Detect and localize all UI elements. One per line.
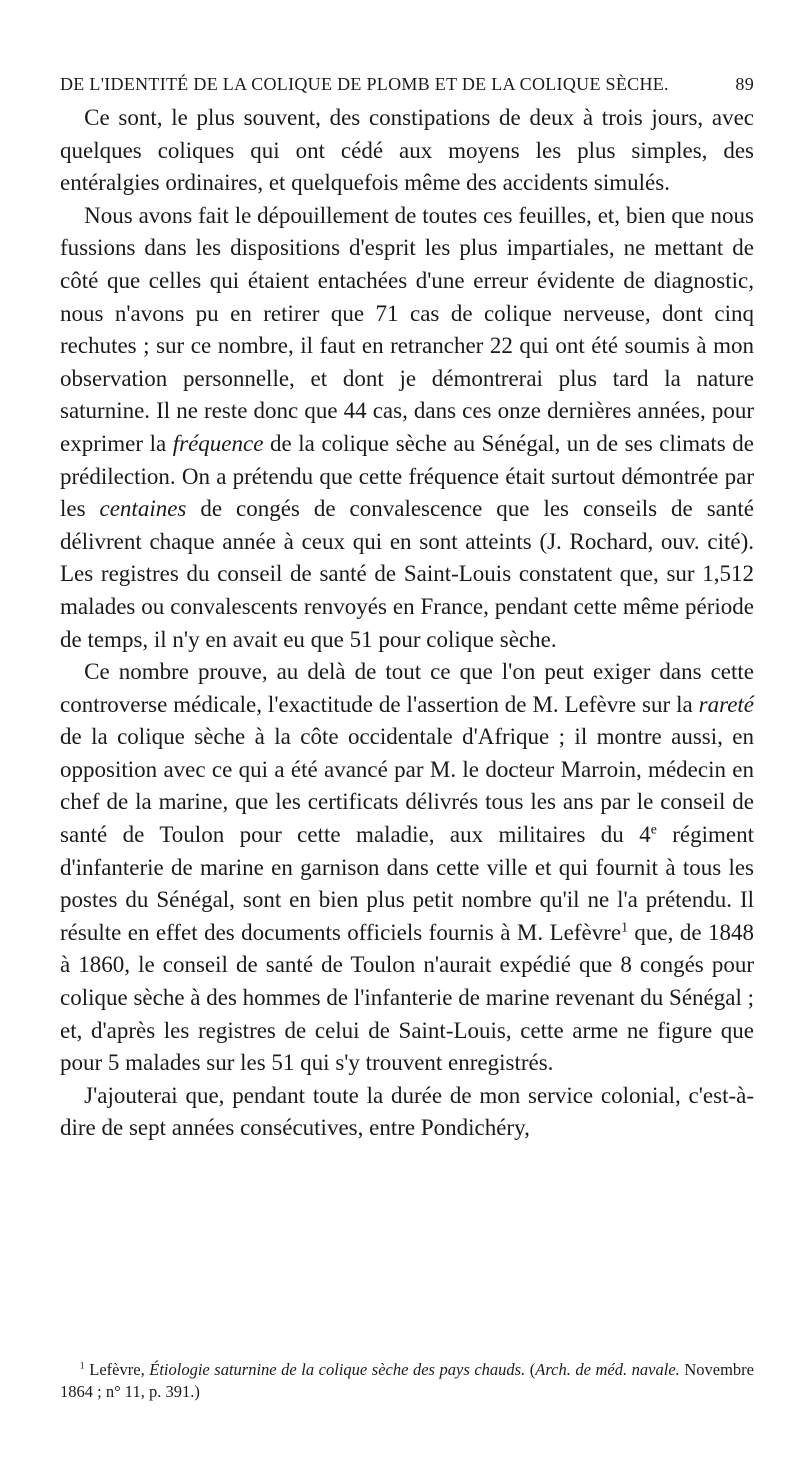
italic-text: rareté <box>698 691 754 717</box>
superscript: e <box>650 821 657 837</box>
text-run: ( <box>525 1360 536 1379</box>
running-head-title: DE L'IDENTITÉ DE LA COLIQUE DE PLOMB ET DE LA COLIQUE SÈCHE. <box>60 74 669 94</box>
page-number: 89 <box>735 74 754 94</box>
text-run: J'ajouterai que, pendant toute la durée de mon service colonial, c'est-à-dire de sept années consécutives, entre Pondichéry, <box>60 1082 754 1141</box>
footnotes <box>60 1359 754 1403</box>
text-run: Ce nombre prouve, au delà de tout ce que l'on peut exiger dans cette controverse médicale, l'exactitude de l'assertion de M. Lefèvre sur la <box>60 659 754 717</box>
paragraph <box>60 102 754 200</box>
page <box>60 72 754 1145</box>
text-run: Nous avons fait le dépouillement de toutes ces feuilles, et, bien que nous fussions dans les dispositions d'esprit les plus impartiales, ne mettant de côté que celles qui étaient entachées d'une erreur évidente de diagnostic, nous n'avons pu en retirer que 71 cas de colique nerveuse, dont cinq rechutes ; sur ce nombre, il faut en retrancher 22 qui ont été soumis à mon observation personnelle, et dont je démontrerai plus tard la nature saturnine. Il ne reste donc que 44 cas, dans ces onze dernières années, pour exprimer la <box>60 202 754 456</box>
text-run: Lefèvre, <box>84 1360 150 1379</box>
text-run: Novembre 1864 ; n° 11, p. 391.) <box>60 1360 754 1401</box>
footnote <box>60 1359 754 1403</box>
italic-text: centaines <box>99 496 187 522</box>
text-run: de la colique sèche à la côte occidentale d'Afrique ; il montre aussi, en opposition avec ce qui a été avancé par M. le docteur Marroin, médecin en chef de la marine, que les certificats délivrés tous les ans par le conseil de santé de Toulon pour cette maladie, aux militaires du 4 <box>60 724 754 848</box>
italic-text: Étiologie saturnine de la colique sèche des pays chauds. <box>149 1360 526 1379</box>
running-head <box>60 72 754 96</box>
italic-text: fréquence <box>172 430 264 456</box>
italic-text: Arch. de méd. navale. <box>535 1360 680 1379</box>
text-run: régiment d'infanterie de marine en garnison dans cette ville et qui fournit à tous les postes du Sénégal, sont en bien plus petit nombre qu'il ne l'a prétendu. Il résulte en effet des documents officiels fournis à M. Lefèvre <box>60 822 754 945</box>
text-run: de congés de convalescence que les conseils de santé délivrent chaque année à ceux qui en sont atteints (J. Rochard, ouv. cité). Les registres du conseil de santé de Saint-Louis constatent que, sur 1,512 malades ou convalescents renvoyés en France, pendant cette même période de temps, il n'y en avait eu que 51 pour colique sèche. <box>60 496 754 652</box>
superscript: 1 <box>621 919 628 935</box>
paragraph <box>60 1080 754 1145</box>
text-run: Ce sont, le plus souvent, des constipations de deux à trois jours, avec quelques coliques qui ont cédé aux moyens les plus simples, des entéralgies ordinaires, et quelquefois même des accidents simulés. <box>60 105 754 196</box>
paragraph <box>60 656 754 1080</box>
text-run: que, de 1848 à 1860, le conseil de santé de Toulon n'aurait expédié que 8 congés pour colique sèche à des hommes de l'infanterie de marine revenant du Sénégal ; et, d'après les registres de celui de Saint-Louis, cette arme ne figure que pour 5 malades sur les 51 qui s'y trouvent enregistrés. <box>60 919 754 1076</box>
text-run: de la colique sèche au Sénégal, un de ses climats de prédilection. On a prétendu que cette fréquence était surtout démontrée par les <box>60 430 754 522</box>
body-text <box>60 102 754 1145</box>
paragraph <box>60 200 754 656</box>
superscript: 1 <box>79 1360 85 1372</box>
